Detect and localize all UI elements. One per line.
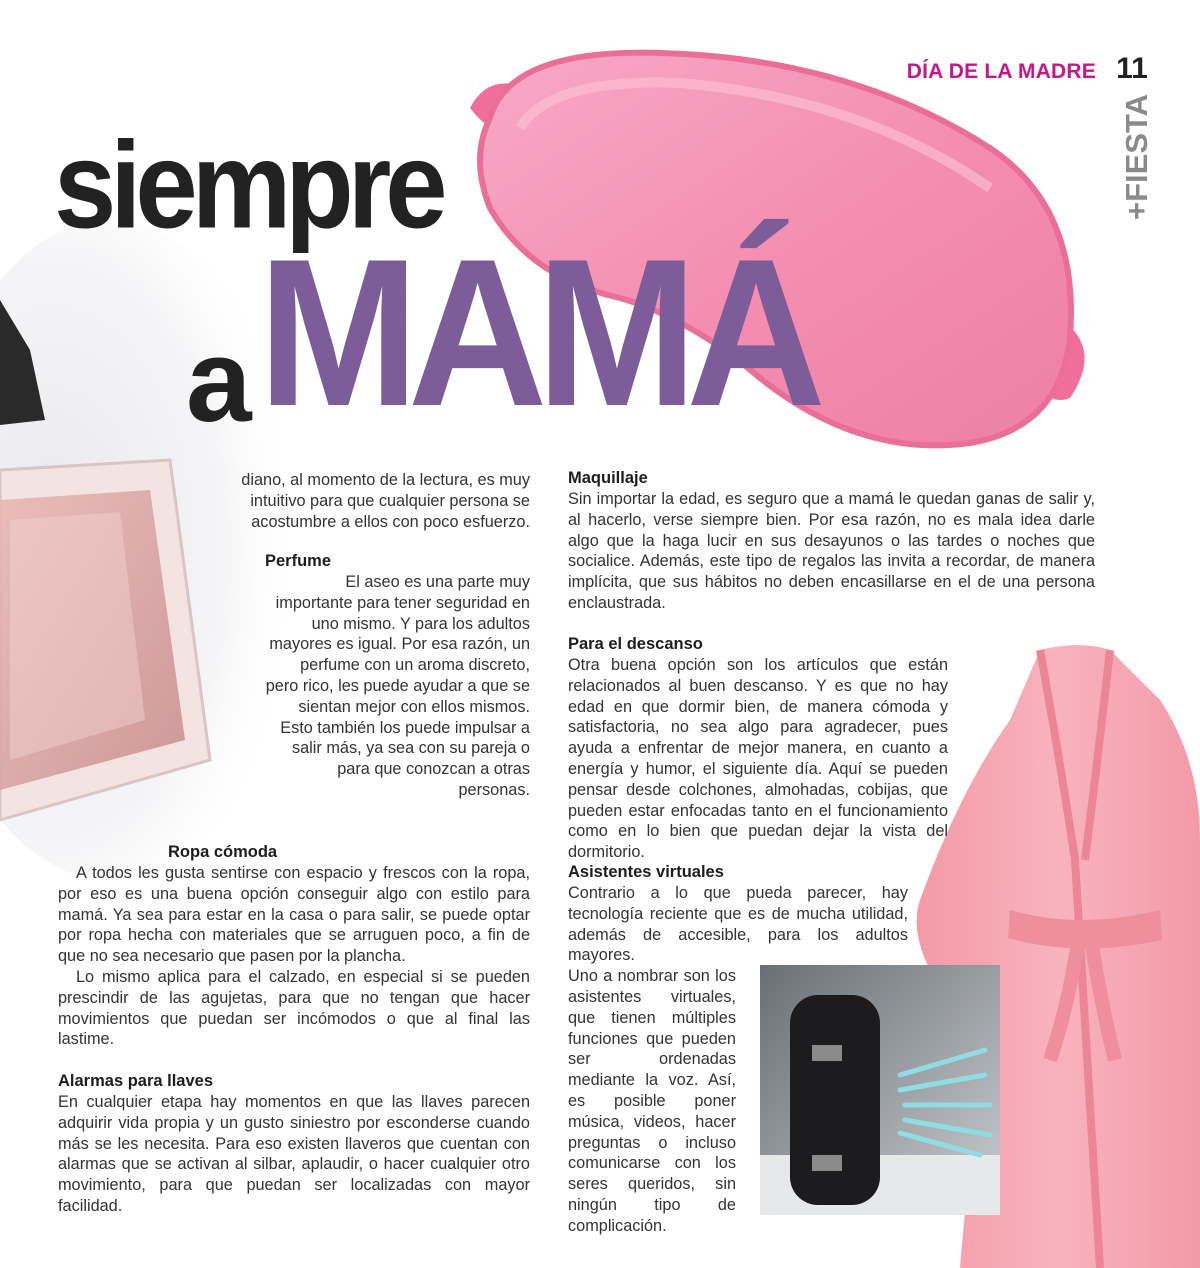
- ropa-heading: Ropa cómoda: [168, 843, 278, 861]
- section-perfume: [265, 551, 530, 801]
- ropa-body-1: A todos les gusta sentirse con espacio y frescos con la ropa, por eso es una buena opción conseguir algo con estilo para mamá. Ya sea para estar en la casa o para salir, se puede optar por ropa hecha con materiales que se arruguen poco, a fin de que no sea necesario que pasen por la plancha.: [58, 864, 530, 966]
- maquillaje-body: Sin importar la edad, es seguro que a mamá le quedan ganas de salir y, al hacerlo, verse siempre bien. Por esa razón, no es mala idea darle algo que la haga lucir en sus desayunos o las tardes o noches que socialice. Además, este tipo de regalos las invita a recordar, de manera implícita, que sus hábitos no deben encasillarse en el de una persona enclaustrada.: [568, 490, 1095, 612]
- section-label: DÍA DE LA MADRE: [906, 60, 1096, 83]
- section-descanso: [568, 634, 1023, 863]
- descanso-heading: Para el descanso: [568, 635, 703, 653]
- descanso-body: Otra buena opción son los artículos que están relacionados al buen descanso. Y es que no hay edad en que dormir bien, de manera cómoda y satisfactoria, no sea algo para agradecer, pues ayuda a enfrentar de mejor manera, en cuanto a energía y humor, el siguiente día. Aquí se pueden pensar desde colchones, almohadas, cobijas, que pueden estar enfocadas tanto en el funcionamiento como en lo bien que puedan dejar la vista del dormitorio.: [568, 656, 948, 862]
- asistentes-heading: Asistentes virtuales: [568, 863, 724, 881]
- ropa-body-2: Lo mismo aplica para el calzado, en especial si se pueden prescindir de las agujetas, para que no tengan que hacer movimientos que puedan ser incómodos o que al final las lastime.: [58, 967, 530, 1049]
- section-maquillaje: [568, 468, 1095, 614]
- magazine-brand: +FIESTA: [1119, 93, 1154, 221]
- perfume-heading: Perfume: [265, 552, 332, 570]
- alarmas-body: En cualquier etapa hay momentos en que las llaves parecen adquirir vida propia y un gusto siniestro por esconderse cuando más se les necesita. Para eso existen llaveros que cuentan con alarmas que se activan al silbar, aplaudir, o hacer cualquier otro movimiento, para que puedan ser localizadas con mayor facilidad.: [58, 1093, 530, 1215]
- section-alarmas: [58, 1071, 530, 1217]
- intro-paragraph: diano, al momento de la lectura, es muy intuitivo para que cualquier persona se acostumbre a ellos con poco esfuerzo.: [241, 471, 530, 531]
- headline-a: a: [186, 315, 248, 447]
- section-asistentes: [568, 862, 908, 1237]
- alarmas-heading: Alarmas para llaves: [58, 1072, 214, 1090]
- asistentes-body-1: Contrario a lo que pueda parecer, hay tecnología reciente que es de mucha utilidad, además de accesible, para los adultos mayores.: [568, 884, 908, 965]
- section-ropa: [58, 842, 530, 1050]
- perfume-body: El aseo es una parte muy importante para tener seguridad en uno mismo. Y para los adultos mayores es igual. Por esa razón, un perfume con un aroma discreto, pero rico, les puede ayudar a que se sientan mejor con ellos mismos. Esto también los puede impulsar a salir más, ya sea con su pareja o para que conozcan a otras personas.: [265, 573, 530, 799]
- page-number: 11: [1116, 52, 1148, 85]
- asistentes-body-2: Uno a nombrar son los asistentes virtuales, que tienen múltiples funciones que pueden ser ordenadas mediante la voz. Así, es posible poner música, videos, hacer preguntas o incluso comunicarse con los seres queridos, sin ningún tipo de complicación.: [568, 967, 736, 1235]
- headline-mama: MAMÁ: [258, 215, 815, 450]
- headline-siempre: siempre: [54, 116, 442, 254]
- perfume-bottle-image: [0, 220, 300, 900]
- maquillaje-heading: Maquillaje: [568, 469, 648, 487]
